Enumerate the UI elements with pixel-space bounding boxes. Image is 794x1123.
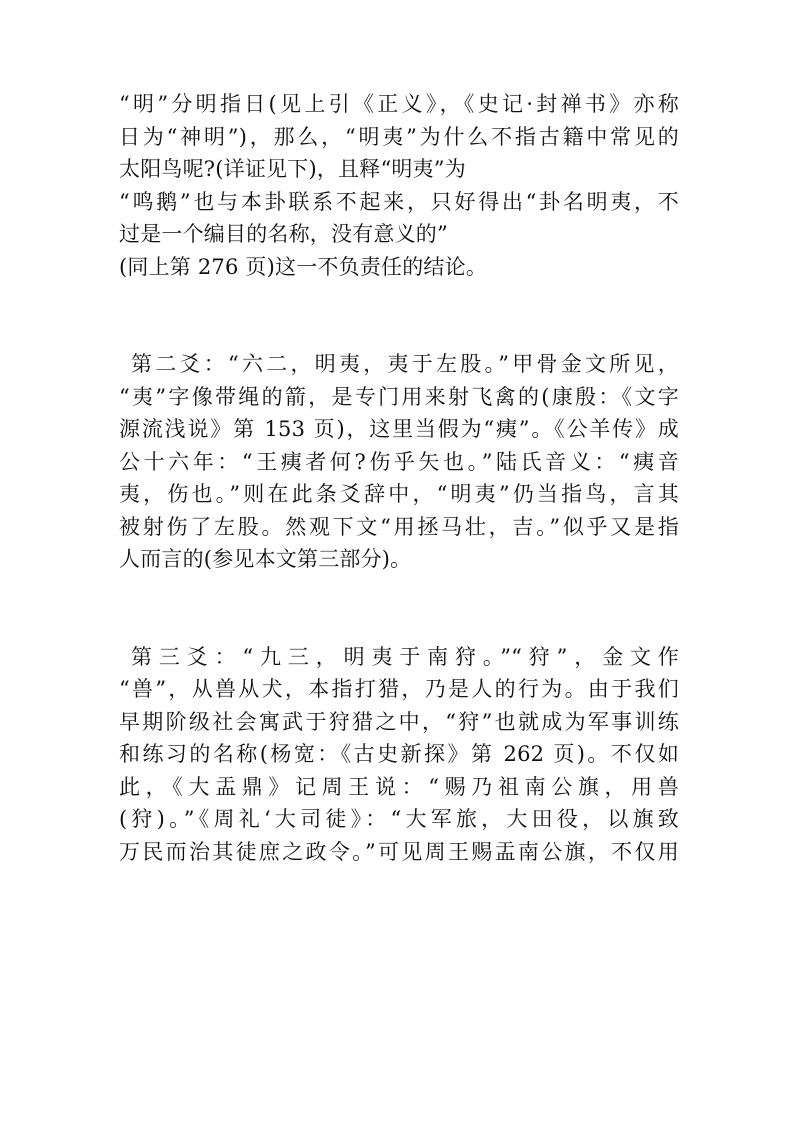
text-line: “兽”，从兽从犬，本指打猎，乃是人的行为。由于我们: [119, 677, 679, 701]
text-line: 第二爻：“六二，明夷，夷于左股。”甲骨金文所见，: [131, 352, 679, 376]
text-line: 第三爻：“九三，明夷于南狩。”“狩”，金文作: [131, 644, 679, 669]
text-line: 人而言的(参见本文第三部分)。: [119, 547, 412, 571]
text-line: “夷”字像带绳的箭，是专门用来射飞禽的(康殷：《文字: [119, 384, 679, 409]
text-line: 被射伤了左股。然观下文“用拯马壮，吉。”似乎又是指: [119, 514, 679, 539]
paragraph-1: [119, 88, 679, 283]
paragraph-3: [119, 641, 679, 869]
text-line: 源流浅说》第 153 页)，这里当假为“痍”。《公羊传》成: [119, 417, 679, 441]
text-line: “鸣鹅”也与本卦联系不起来，只好得出“卦名明夷，不: [119, 189, 679, 214]
text-line: 过是一个编目的名称，没有意义的”: [119, 222, 448, 246]
text-line: 和练习的名称(杨宽：《古史新探》第 262 页)。不仅如: [119, 742, 679, 766]
text-line: 公十六年：“王痍者何?伤乎矢也。”陆氏音义：“痍音: [119, 449, 679, 474]
document-page: [119, 88, 679, 868]
paragraph-2: [119, 348, 679, 576]
text-line: 此，《大盂鼎》记周王说：“赐乃祖南公旗，用兽: [119, 774, 679, 799]
text-line: 夷，伤也。”则在此条爻辞中，“明夷”仍当指鸟，言其: [119, 482, 679, 506]
text-line: 万民而治其徒庶之政令。”可见周王赐盂南公旗，不仅用: [119, 839, 679, 864]
text-line: “明”分明指日(见上引《正义》，《史记·封禅书》亦称: [119, 92, 679, 116]
paragraph-spacer: [119, 576, 679, 641]
text-line: 早期阶级社会寓武于狩猎之中，“狩”也就成为军事训练: [119, 709, 679, 734]
paragraph-spacer: [119, 283, 679, 348]
text-line: (狩)。”《周礼‘大司徒》：“大军旅，大田役，以旗致: [119, 807, 679, 831]
text-line: 太阳鸟呢?(详证见下)，且释“明夷”为: [119, 157, 466, 181]
text-line: (同上第 276 页)这一不负责任的结论。: [119, 254, 488, 279]
text-line: 日为“神明”)，那么，“明夷”为什么不指古籍中常见的: [119, 124, 679, 149]
